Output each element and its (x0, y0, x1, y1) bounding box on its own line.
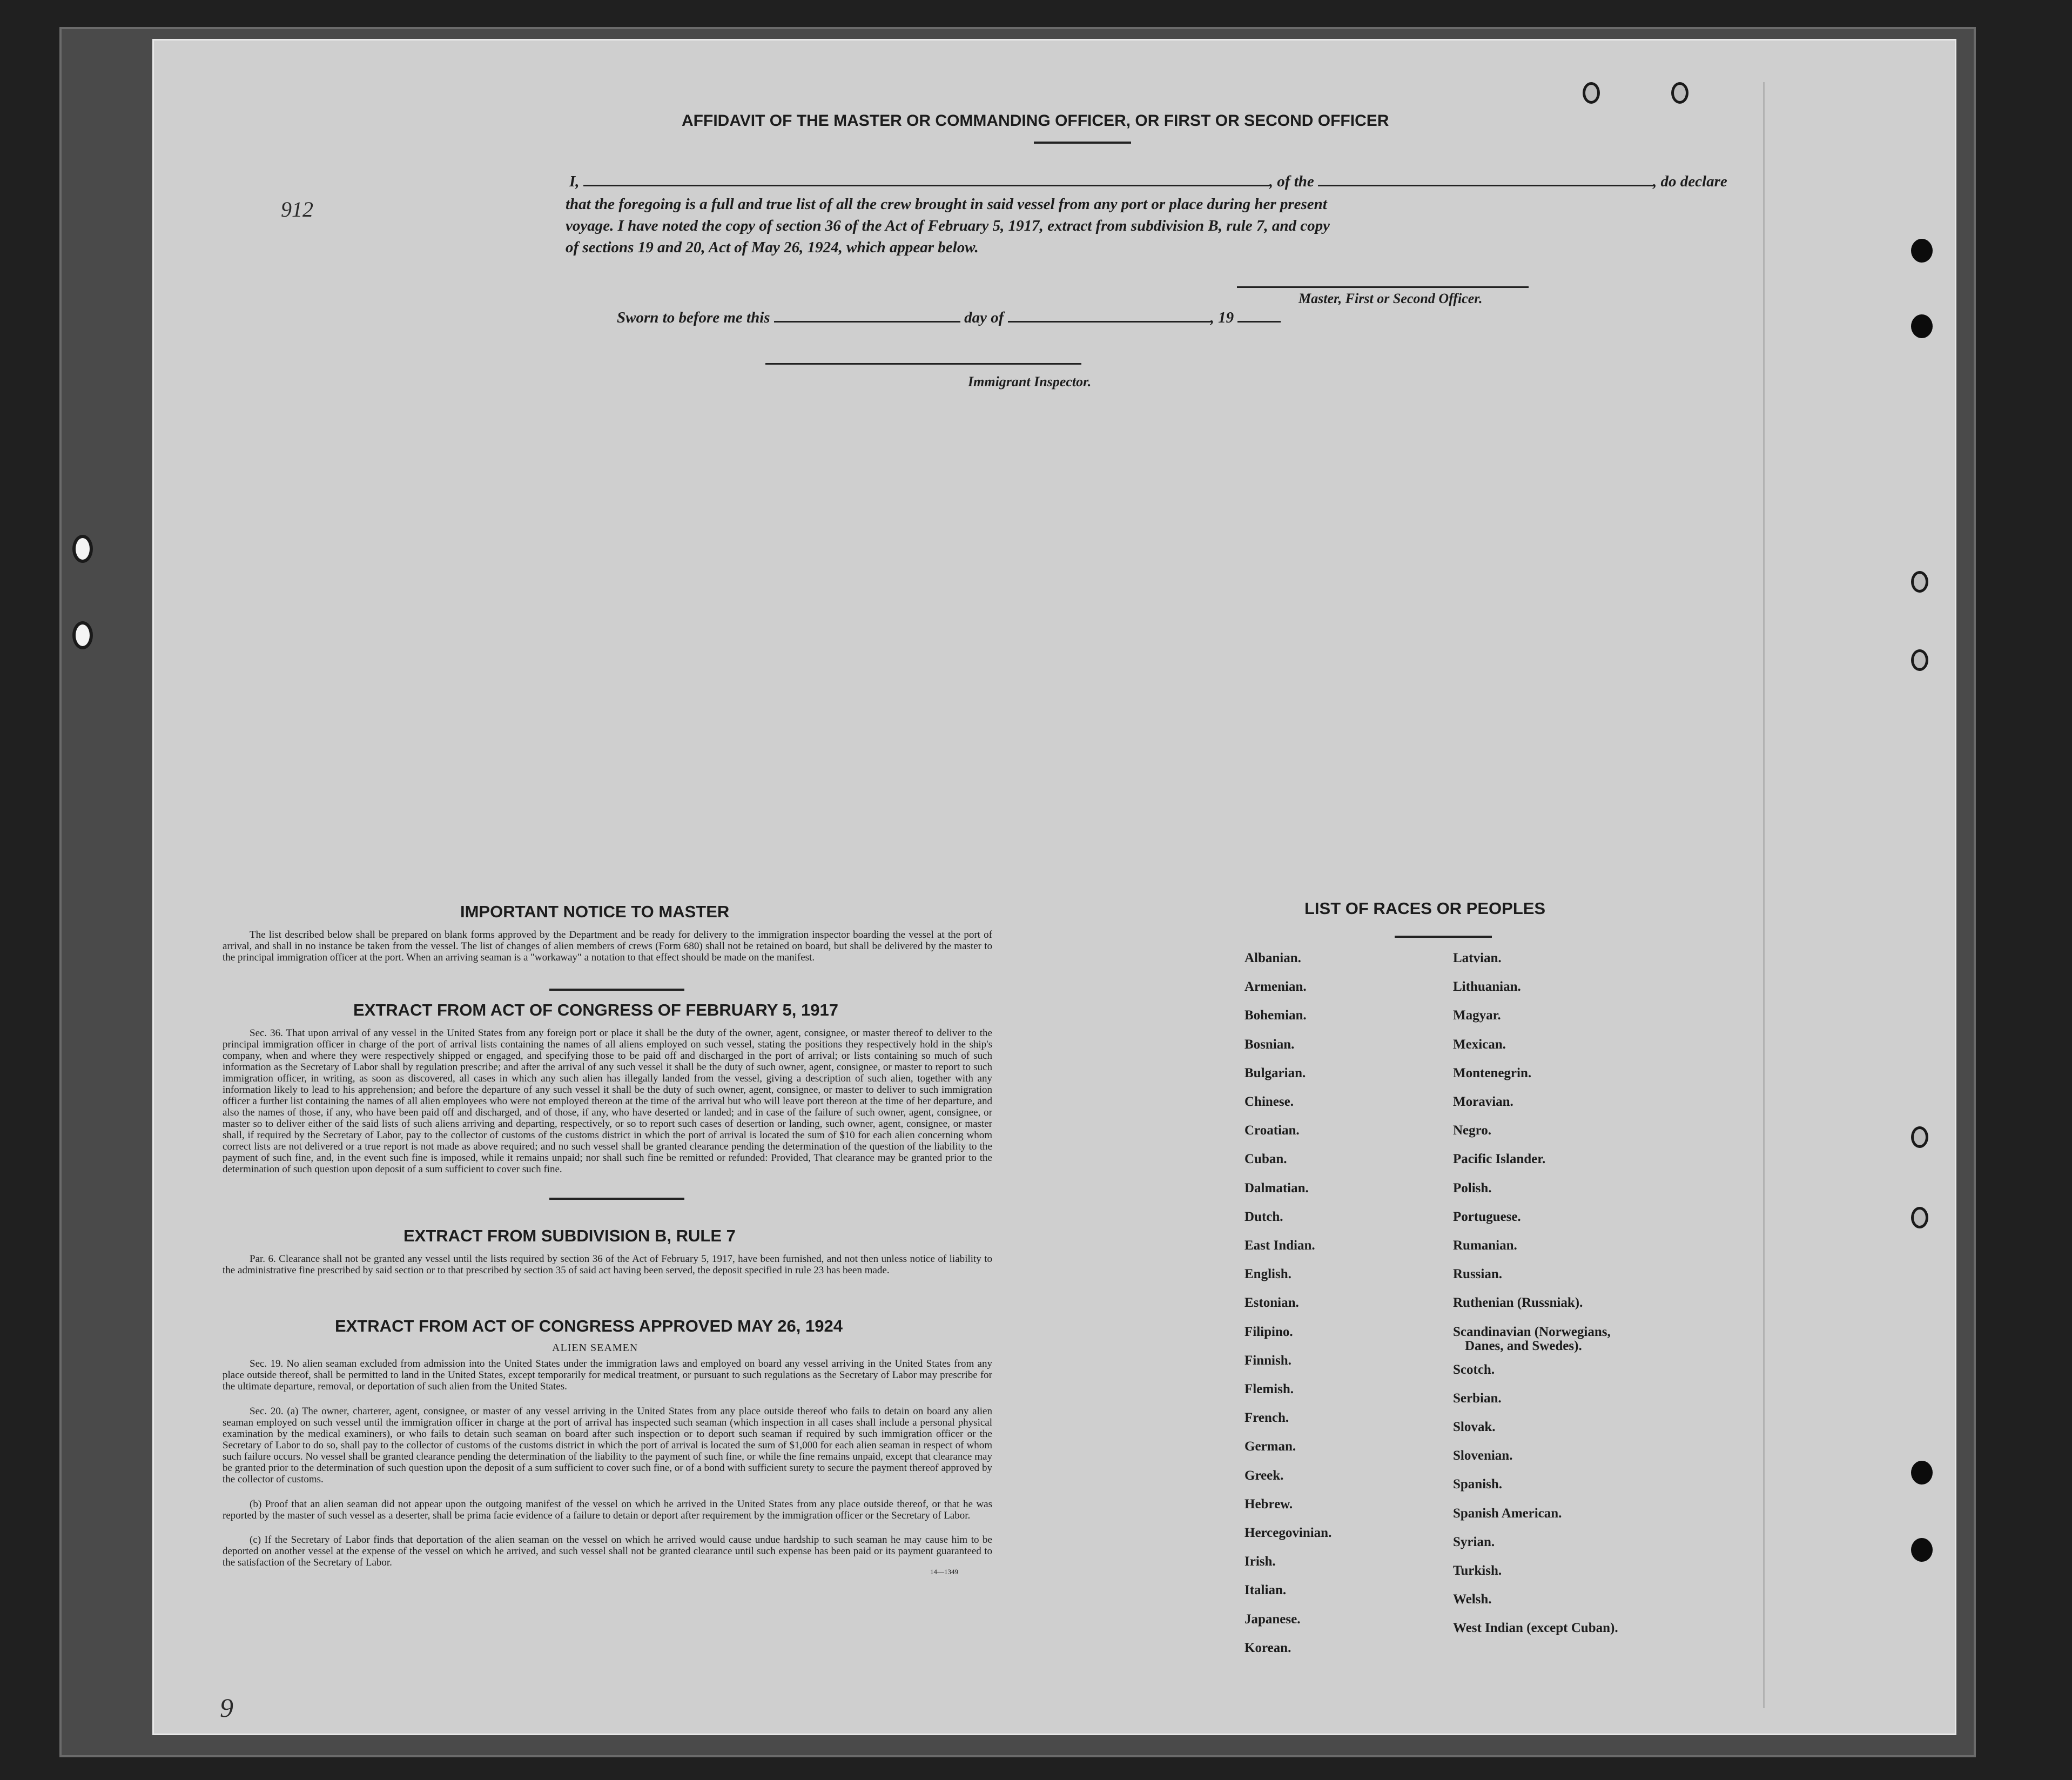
punch-hole (1671, 82, 1688, 104)
extract-1924-sec20a: Sec. 20. (a) The owner, charterer, agent, consignee, or master of any vessel arriving in the United States from any place outside thereof who fails to detain on board any alien seaman employed on such vessel until the immigration officer in charge at the port of arrival has inspected such seaman (which inspection in all cases shall include a personal physical examination by the medical examiners), or who fails to detain such seaman on board after such inspection or to deport such seaman if required by such immigration officer or the Secretary of Labor to do so, shall pay to the collector of customs of the customs district in which the port of arrival is located the sum of $1,000 for each alien seaman in respect of whom such failure occurs. No vessel shall be granted clearance pending the determination of the liability to the payment of such fine, or while the fine remains unpaid, except that clearance may be granted prior to the determination of such question upon the deposit of a sum sufficient to cover such fine, or of a bond with sufficient surety to secure the payment thereof approved by the collector of customs. (223, 1406, 992, 1485)
handwritten-mark: 9 (220, 1692, 233, 1723)
sworn-day-blank[interactable] (774, 321, 960, 323)
race-item: Polish. (1453, 1180, 1492, 1195)
race-item: Portuguese. (1453, 1209, 1521, 1224)
race-item: Moravian. (1453, 1094, 1513, 1109)
punch-hole (1911, 1126, 1928, 1148)
inspector-caption: Immigrant Inspector. (968, 374, 1092, 389)
year-prefix: , 19 (1210, 309, 1234, 326)
race-item: Dalmatian. (1244, 1180, 1309, 1195)
race-item: Filipino. (1244, 1324, 1293, 1339)
race-item: Rumanian. (1453, 1238, 1517, 1253)
race-item: Slovenian. (1453, 1448, 1513, 1463)
important-notice-body: The list described below shall be prepared on blank forms approved by the Department and be ready for delivery to the immigration inspector boarding the vessel at the port of arrival, and shall in no instance be taken from the vessel. The list of changes of alien members of crews (Form 680) shall not be retained on board, but shall be delivered by the master to the principal immigration officer at the port. When an arriving seaman is a "workaway" a notation to that effect should be made on the manifest. (223, 929, 992, 963)
race-item: Latvian. (1453, 951, 1502, 965)
race-item: Magyar. (1453, 1008, 1501, 1023)
affidavit-line-4: of sections 19 and 20, Act of May 26, 1924, which appear below. (566, 239, 979, 256)
binder-hole (72, 621, 93, 649)
race-item: Hercegovinian. (1244, 1526, 1332, 1540)
extract-rule7-title: EXTRACT FROM SUBDIVISION B, RULE 7 (403, 1226, 736, 1245)
race-item: Pacific Islander. (1453, 1152, 1546, 1167)
race-item: Chinese. (1244, 1094, 1294, 1109)
race-item: English. (1244, 1267, 1291, 1282)
officer-name-blank[interactable] (583, 185, 1269, 186)
race-item: Japanese. (1244, 1611, 1301, 1627)
inspector-signature-line[interactable] (765, 363, 1081, 365)
punch-hole (1911, 239, 1933, 263)
race-item: Finnish. (1244, 1353, 1291, 1368)
punch-hole (1911, 1207, 1928, 1228)
important-notice-title: IMPORTANT NOTICE TO MASTER (460, 902, 730, 921)
race-item: Bohemian. (1244, 1008, 1307, 1023)
race-item: Slovak. (1453, 1420, 1496, 1434)
race-item: Albanian. (1244, 951, 1301, 965)
extract-rule7-body: Par. 6. Clearance shall not be granted any vessel until the lists required by section 36 of the Act of February 5, 1917, have been furnished, and not then unless notice of liability to the administrative fine prescribed by said section or to that prescribed by section 35 of said act having been served, the deposit specified in rule 23 has been made. (223, 1253, 992, 1276)
title-underline (1034, 142, 1131, 144)
race-item: Ruthenian (Russniak). (1453, 1295, 1583, 1311)
sworn-month-blank[interactable] (1008, 321, 1210, 323)
race-item: Scotch. (1453, 1362, 1495, 1377)
master-signature-line[interactable] (1237, 286, 1529, 288)
punch-hole (1911, 1461, 1933, 1485)
day-of-label: day of (964, 309, 1004, 326)
race-item: East Indian. (1244, 1238, 1315, 1253)
sworn-year-blank[interactable] (1237, 321, 1281, 323)
race-item: Danes, and Swedes). (1465, 1338, 1582, 1353)
vessel-name-blank[interactable] (1318, 185, 1653, 186)
section-divider (549, 1198, 684, 1200)
affidavit-of-the: , of the (1269, 173, 1314, 190)
extract-1924-title: EXTRACT FROM ACT OF CONGRESS APPROVED MAY 26, 1924 (335, 1316, 843, 1335)
race-item: Croatian. (1244, 1123, 1300, 1138)
document-page (152, 39, 1956, 1735)
affidavit-line-2: that the foregoing is a full and true list of all the crew brought in said vessel from any port or place during her present (566, 196, 1327, 213)
race-item: Welsh. (1453, 1592, 1492, 1607)
affidavit-declare: , do declare (1653, 173, 1727, 190)
race-item: Flemish. (1244, 1382, 1294, 1396)
race-item: West Indian (except Cuban). (1453, 1621, 1618, 1636)
races-title-underline (1395, 936, 1492, 938)
race-item: Mexican. (1453, 1037, 1506, 1052)
extract-1917-title: EXTRACT FROM ACT OF CONGRESS OF FEBRUARY 5, 1917 (353, 1000, 838, 1019)
race-item: Estonian. (1244, 1295, 1299, 1311)
handwritten-mark: 912 (281, 197, 313, 221)
race-item: Armenian. (1244, 979, 1307, 995)
extract-1917-body: Sec. 36. That upon arrival of any vessel in the United States from any foreign port or place it shall be the duty of the owner, agent, consignee, or master thereof to deliver to the principal immigration officer in charge of the port of arrival lists containing the names of all aliens employed on such vessel, stating the positions they respectively hold in the ship's company, when and where they were respectively shipped or engaged, and specifying those to be paid off and discharged in the port of arrival; or lists containing so much of such information as the Secretary of Labor shall by regulation prescribe; and after the arrival of any such vessel it shall be the duty of such owner, agent, consignee, or master to report to such immigration officer, in writing, as soon as discovered, all cases in which any such alien has illegally landed from the vessel, giving a description of such alien, together with any information likely to lead to his apprehension; and before the departure of any such vessel it shall be the duty of such owner, agent, consignee, or master to deliver to such immigration officer a further list containing the names of all alien employees who were not employed thereon at the time of the arrival but who will leave port thereon at the time of her departure, and also the names of those, if any, who have been paid off and discharged, and of those, if any, who have deserted or landed; and in case of the failure of such owner, agent, consignee, or master so to deliver either of the said lists of such aliens arriving and departing, respectively, or so to report such cases of desertion or landing, such owner, agent, consignee, or master shall, if required by the Secretary of Labor, pay to the collector of customs of the customs district in which the port of arrival is located the sum of $10 for each alien concerning whom correct lists are not delivered or a true report is not made as above required; and no such vessel shall be granted clearance pending the determination of the question of the liability to the payment of such fine, and, in the event such fine is imposed, while it remains unpaid; nor shall such fine be remitted or refunded: Provided, That clearance may be granted prior to the determination of such question upon deposit of a sum sufficient to cover such fine. (223, 1027, 992, 1175)
race-item: Hebrew. (1244, 1496, 1293, 1512)
race-item: Irish. (1244, 1554, 1276, 1569)
race-item: Serbian. (1453, 1391, 1502, 1406)
bleed-through-text (498, 106, 508, 135)
extract-1924-sec19: Sec. 19. No alien seaman excluded from admission into the United States under the immigration laws and employed on board any vessel arriving in the United States from any place outside thereof, shall be permitted to land in the United States, except temporarily for medical treatment, or pursuant to such regulations as the Secretary of Labor may prescribe for the ultimate departure, removal, or deportation of such alien from the United States. (223, 1358, 992, 1392)
race-item: Bosnian. (1244, 1037, 1295, 1052)
race-item: Korean. (1244, 1640, 1291, 1655)
extract-1924-subtitle: ALIEN SEAMEN (552, 1342, 638, 1354)
race-item: Italian. (1244, 1583, 1287, 1598)
sworn-line (617, 309, 1281, 327)
affidavit-i: I, (569, 173, 580, 190)
race-item: Russian. (1453, 1267, 1503, 1282)
race-item: Bulgarian. (1244, 1065, 1306, 1080)
page-edge-line (1763, 82, 1765, 1708)
affidavit-line-3: voyage. I have noted the copy of section 36 of the Act of February 5, 1917, extract from subdivision B, rule 7, and copy (566, 217, 1330, 234)
race-item: Montenegrin. (1453, 1065, 1532, 1080)
punch-hole (1911, 649, 1928, 671)
race-item: Scandinavian (Norwegians, (1453, 1324, 1611, 1339)
race-item: Negro. (1453, 1123, 1492, 1138)
race-item: German. (1244, 1439, 1296, 1454)
race-item: Cuban. (1244, 1152, 1287, 1167)
section-divider (549, 989, 684, 991)
race-item: Greek. (1244, 1468, 1284, 1483)
punch-hole (1583, 82, 1600, 104)
sworn-before-label: Sworn to before me this (617, 309, 770, 326)
race-item: Spanish American. (1453, 1506, 1562, 1521)
affidavit-title: AFFIDAVIT OF THE MASTER OR COMMANDING OFFICER, OR FIRST OR SECOND OFFICER (682, 112, 1389, 130)
punch-hole (1911, 314, 1933, 338)
race-item: Spanish. (1453, 1477, 1503, 1492)
extract-1924-sec20c: (c) If the Secretary of Labor finds that deportation of the alien seaman on the vessel on which he arrived would cause undue hardship to such seaman he may cause him to be deported on another vessel at the expense of the vessel on which he arrived, and such vessel shall not be granted clearance until such expense has been paid or its payment guaranteed to the satisfaction of the Secretary of Labor. (223, 1534, 992, 1568)
race-item: Turkish. (1453, 1563, 1502, 1578)
punch-hole (1911, 571, 1928, 593)
races-title: LIST OF RACES OR PEOPLES (1304, 899, 1546, 918)
race-item: Lithuanian. (1453, 979, 1521, 995)
master-caption: Master, First or Second Officer. (1299, 291, 1483, 306)
race-item: Syrian. (1453, 1534, 1495, 1549)
race-item: French. (1244, 1410, 1289, 1426)
affidavit-line-1 (569, 173, 1727, 191)
punch-hole (1911, 1538, 1933, 1562)
binder-hole (72, 535, 93, 563)
extract-1924-sec20b: (b) Proof that an alien seaman did not appear upon the outgoing manifest of the vessel on which he arrived in the United States from any place outside thereof, or that he was reported by the master of such vessel as a deserter, shall be prima facie evidence of a failure to detain or deport after requirement by the immigration officer or the Secretary of Labor. (223, 1499, 992, 1521)
form-number: 14—1349 (930, 1568, 958, 1576)
race-item: Dutch. (1244, 1209, 1283, 1224)
